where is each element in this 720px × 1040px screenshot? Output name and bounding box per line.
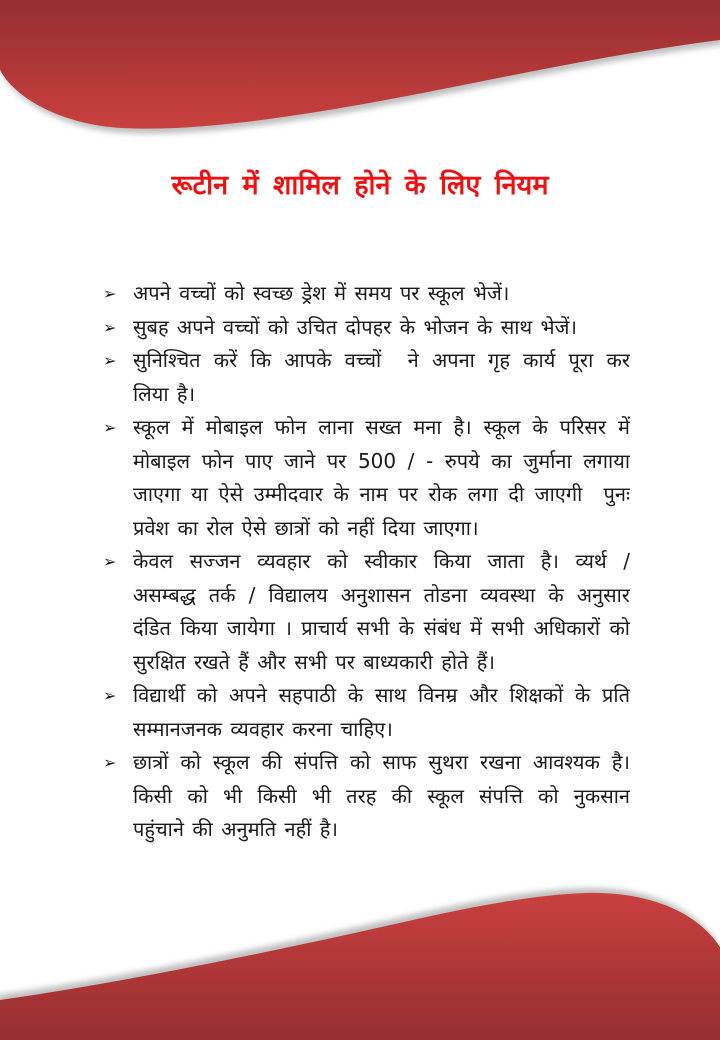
list-item (103, 545, 630, 679)
bullet-arrow-icon: ➢ (103, 686, 117, 705)
rules-list (103, 277, 630, 847)
bullet-line: प्रवेश का रोल ऐसे छात्रों को नहीं दिया जाएगा। (133, 515, 479, 540)
bullet-arrow-icon: ➢ (103, 351, 117, 370)
bullet-text (133, 411, 630, 545)
bullet-line: सुरक्षित रखते हैं और सभी पर बाध्यकारी होते हैं। (133, 649, 495, 674)
bullet-arrow-icon: ➢ (103, 418, 117, 437)
bullet-line: दंडित किया जायेगा । प्राचार्य सभी के संबंध में सभी अधिकारों को (133, 616, 630, 640)
list-item (103, 679, 630, 746)
bullet-line: किसी को भी किसी भी तरह की स्कूल संपत्ति को नुकसान (133, 783, 630, 808)
bullet-text (133, 277, 630, 311)
bullet-line: जाएगा या ऐसे उम्मीदवार के नाम पर रोक लगा दी जाएगी पुनः (133, 482, 630, 506)
bullet-line: सुबह अपने वच्चों को उचित दोपहर के भोजन के साथ भेजें। (133, 314, 578, 339)
bullet-line: अपने वच्चों को स्वच्छ ड्रेश में समय पर स्कूल भेजें। (133, 281, 510, 305)
bullet-arrow-icon: ➢ (103, 552, 117, 571)
bullet-line: सुनिश्चित करें कि आपके वच्चों ने अपना गृह कार्य पूरा कर (133, 348, 630, 372)
bullet-line: लिया है। (133, 381, 196, 406)
bullet-line: असम्बद्ध तर्क / विद्यालय अनुशासन तोडना व्यवस्था के अनुसार (133, 582, 630, 607)
list-item (103, 411, 630, 545)
bullet-text (133, 679, 630, 746)
list-item (103, 746, 630, 847)
bullet-text (133, 344, 630, 411)
bullet-text (133, 311, 630, 345)
bullet-text (133, 545, 630, 679)
bullet-line: मोबाइल फोन पाए जाने पर 500 / - रुपये का जुर्माना लगाया (133, 448, 630, 473)
list-item (103, 311, 630, 345)
bullet-line: पहुंचाने की अनुमति नहीं है। (133, 817, 338, 841)
top-red-swoosh-decoration (0, 0, 720, 150)
bottom-red-swoosh-decoration (0, 875, 720, 1040)
bullet-line: सम्मानजनक व्यवहार करना चाहिए। (133, 716, 393, 741)
list-item (103, 277, 630, 311)
bullet-arrow-icon: ➢ (103, 317, 117, 337)
bullet-text (133, 746, 630, 847)
bullet-line: स्कूल में मोबाइल फोन लाना सख्त मना है। स्कूल के परिसर में (133, 415, 630, 439)
bullet-line: विद्यार्थी को अपने सहपाठी के साथ विनम्र और शिक्षकों के प्रति (133, 683, 630, 707)
bullet-arrow-icon: ➢ (103, 284, 117, 303)
page-title: रूटीन में शामिल होने के लिए नियम (171, 170, 549, 201)
list-item (103, 344, 630, 411)
bullet-line: छात्रों को स्कूल की संपत्ति को साफ सुथरा रखना आवश्यक है। (133, 750, 630, 774)
bullet-line: केवल सज्जन व्यवहार को स्वीकार किया जाता है। व्यर्थ / (133, 549, 630, 573)
bullet-arrow-icon: ➢ (103, 753, 117, 772)
